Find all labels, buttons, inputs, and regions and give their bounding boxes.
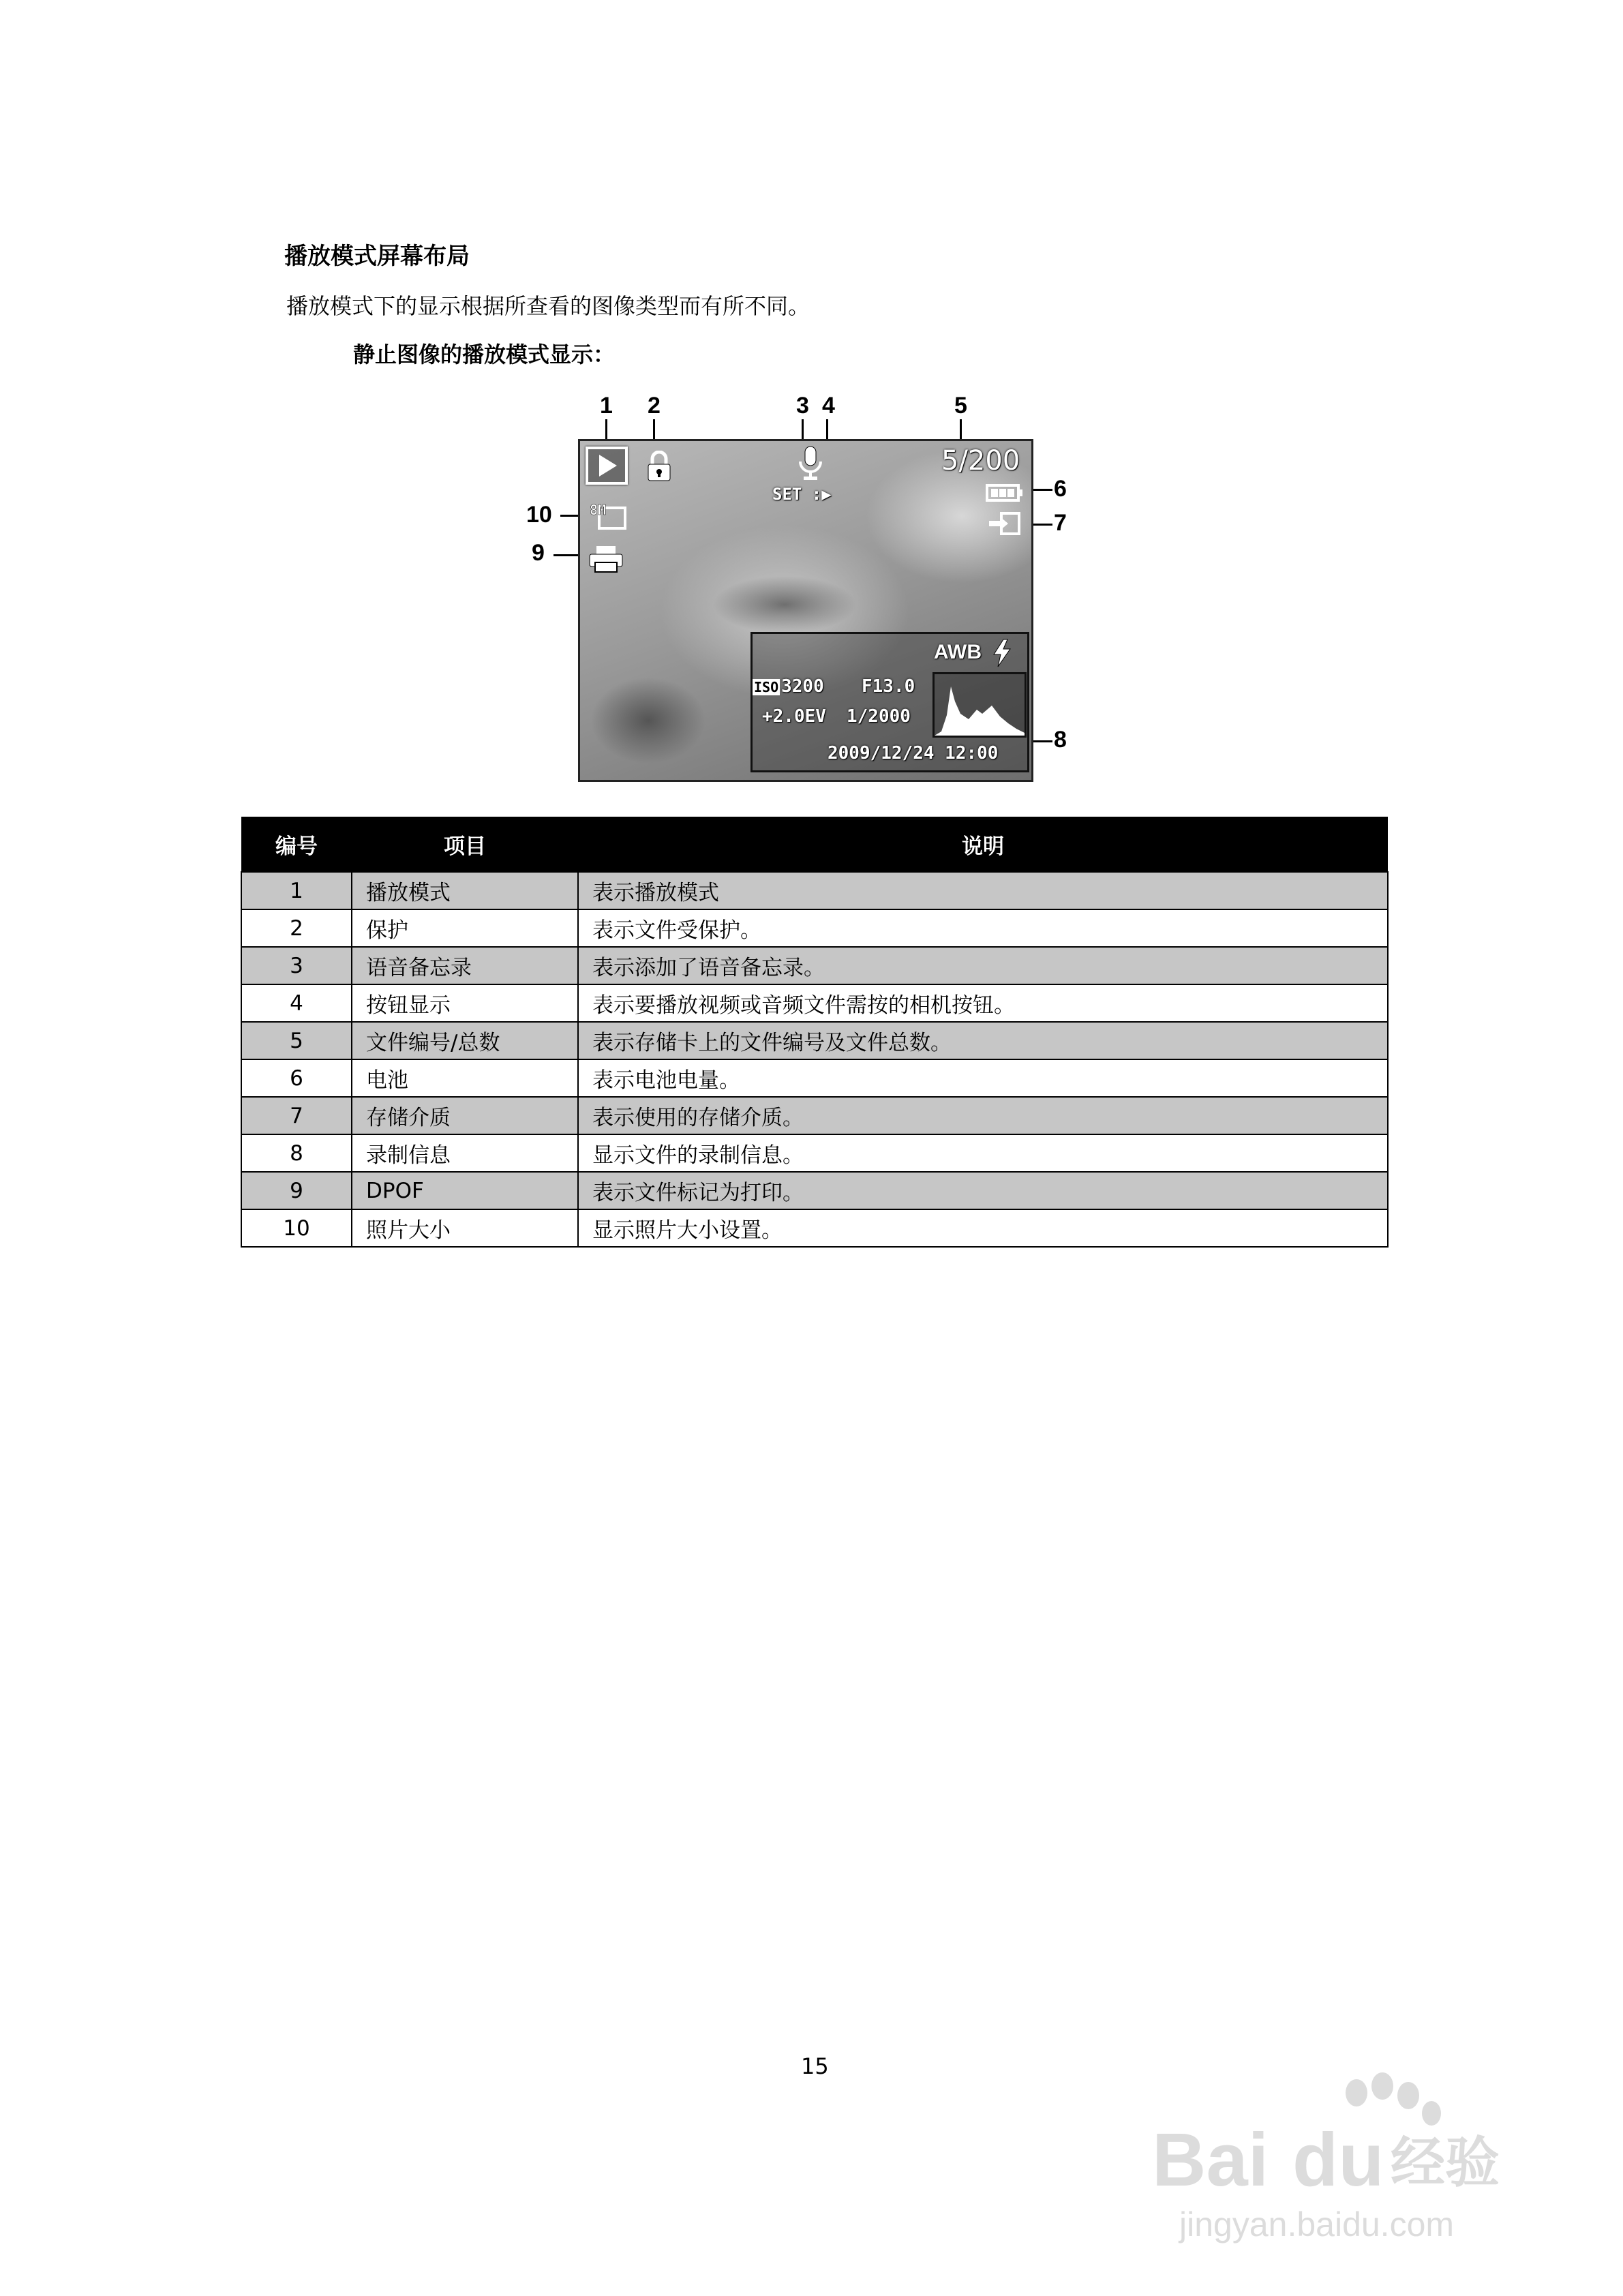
row-description: 表示使用的存储介质。 — [578, 1097, 1388, 1134]
flash-icon — [991, 638, 1013, 671]
row-number: 9 — [241, 1172, 352, 1209]
callout-8: 8 — [1054, 727, 1067, 753]
histogram-graph — [932, 672, 1027, 738]
row-description: 显示照片大小设置。 — [578, 1209, 1388, 1247]
playback-items-table — [241, 817, 1389, 1248]
row-number: 1 — [241, 872, 352, 909]
print-icon — [587, 545, 625, 577]
row-number: 3 — [241, 947, 352, 984]
row-number: 7 — [241, 1097, 352, 1134]
header-description: 说明 — [578, 817, 1388, 872]
battery-icon — [986, 483, 1024, 505]
callout-7: 7 — [1054, 510, 1067, 536]
recording-info-box — [750, 632, 1029, 772]
header-number: 编号 — [241, 817, 352, 872]
row-item: 照片大小 — [352, 1209, 578, 1247]
header-item: 项目 — [352, 817, 578, 872]
table-row — [241, 1134, 1388, 1172]
row-description: 表示要播放视频或音频文件需按的相机按钮。 — [578, 984, 1388, 1022]
table-row — [241, 1059, 1388, 1097]
leader-9 — [553, 554, 581, 556]
row-item: 文件编号/总数 — [352, 1022, 578, 1059]
storage-card-icon — [988, 511, 1022, 539]
iso-label: ISO 3200 — [754, 676, 824, 697]
row-item: DPOF — [352, 1172, 578, 1209]
row-item: 按钮显示 — [352, 984, 578, 1022]
table-row — [241, 984, 1388, 1022]
callout-1: 1 — [600, 393, 613, 419]
aperture-label: F13.0 — [862, 676, 915, 697]
row-number: 5 — [241, 1022, 352, 1059]
table-header-row — [241, 817, 1388, 872]
set-button-hint: SET :▶ — [772, 485, 832, 504]
callout-9: 9 — [532, 540, 545, 566]
row-description: 表示电池电量。 — [578, 1059, 1388, 1097]
section-title: 播放模式屏幕布局 — [284, 243, 470, 270]
row-number: 8 — [241, 1134, 352, 1172]
callout-2: 2 — [648, 393, 661, 419]
row-item: 存储介质 — [352, 1097, 578, 1134]
table-row — [241, 1022, 1388, 1059]
row-item: 语音备忘录 — [352, 947, 578, 984]
play-mode-icon — [586, 447, 628, 485]
figure-subtitle: 静止图像的播放模式显示： — [353, 342, 616, 367]
row-number: 6 — [241, 1059, 352, 1097]
exposure-label: +2.0EV — [762, 706, 826, 727]
lock-icon — [646, 451, 673, 485]
photo-size-label: 8M — [590, 502, 607, 518]
row-number: 2 — [241, 909, 352, 947]
row-description: 表示播放模式 — [578, 872, 1388, 909]
table-row — [241, 909, 1388, 947]
table-row — [241, 1209, 1388, 1247]
camera-screen-figure — [578, 439, 1033, 782]
row-item: 播放模式 — [352, 872, 578, 909]
callout-5: 5 — [954, 393, 967, 419]
callout-6: 6 — [1054, 476, 1067, 502]
datetime-label: 2009/12/24 12:00 — [828, 743, 999, 764]
row-number: 10 — [241, 1209, 352, 1247]
watermark-brand-cn: 经验 — [1391, 2131, 1500, 2194]
file-counter: 5/200 — [941, 445, 1020, 477]
row-item: 保护 — [352, 909, 578, 947]
row-description: 表示存储卡上的文件编号及文件总数。 — [578, 1022, 1388, 1059]
row-item: 电池 — [352, 1059, 578, 1097]
photo-size-icon — [587, 500, 628, 534]
row-description: 表示文件标记为打印。 — [578, 1172, 1388, 1209]
callout-3: 3 — [796, 393, 809, 419]
row-item: 录制信息 — [352, 1134, 578, 1172]
page-number: 15 — [801, 2053, 829, 2079]
table-row — [241, 1097, 1388, 1134]
white-balance-label: AWB — [934, 641, 982, 663]
row-description: 表示文件受保护。 — [578, 909, 1388, 947]
watermark-brand-du: du — [1292, 2118, 1384, 2202]
microphone-icon — [797, 445, 824, 487]
callout-4: 4 — [822, 393, 835, 419]
table-row — [241, 1172, 1388, 1209]
watermark-url: jingyan.baidu.com — [1179, 2205, 1455, 2244]
row-description: 表示添加了语音备忘录。 — [578, 947, 1388, 984]
baidu-watermark — [1152, 2066, 1534, 2270]
table-row — [241, 872, 1388, 909]
row-description: 显示文件的录制信息。 — [578, 1134, 1388, 1172]
watermark-brand: Bai — [1152, 2118, 1269, 2202]
intro-paragraph: 播放模式下的显示根据所查看的图像类型而有所不同。 — [286, 293, 810, 319]
iso-badge: ISO — [754, 679, 779, 695]
play-triangle-icon: ▶ — [821, 485, 832, 504]
callout-10: 10 — [526, 502, 552, 528]
row-number: 4 — [241, 984, 352, 1022]
shutter-label: 1/2000 — [847, 706, 911, 727]
table-row — [241, 947, 1388, 984]
